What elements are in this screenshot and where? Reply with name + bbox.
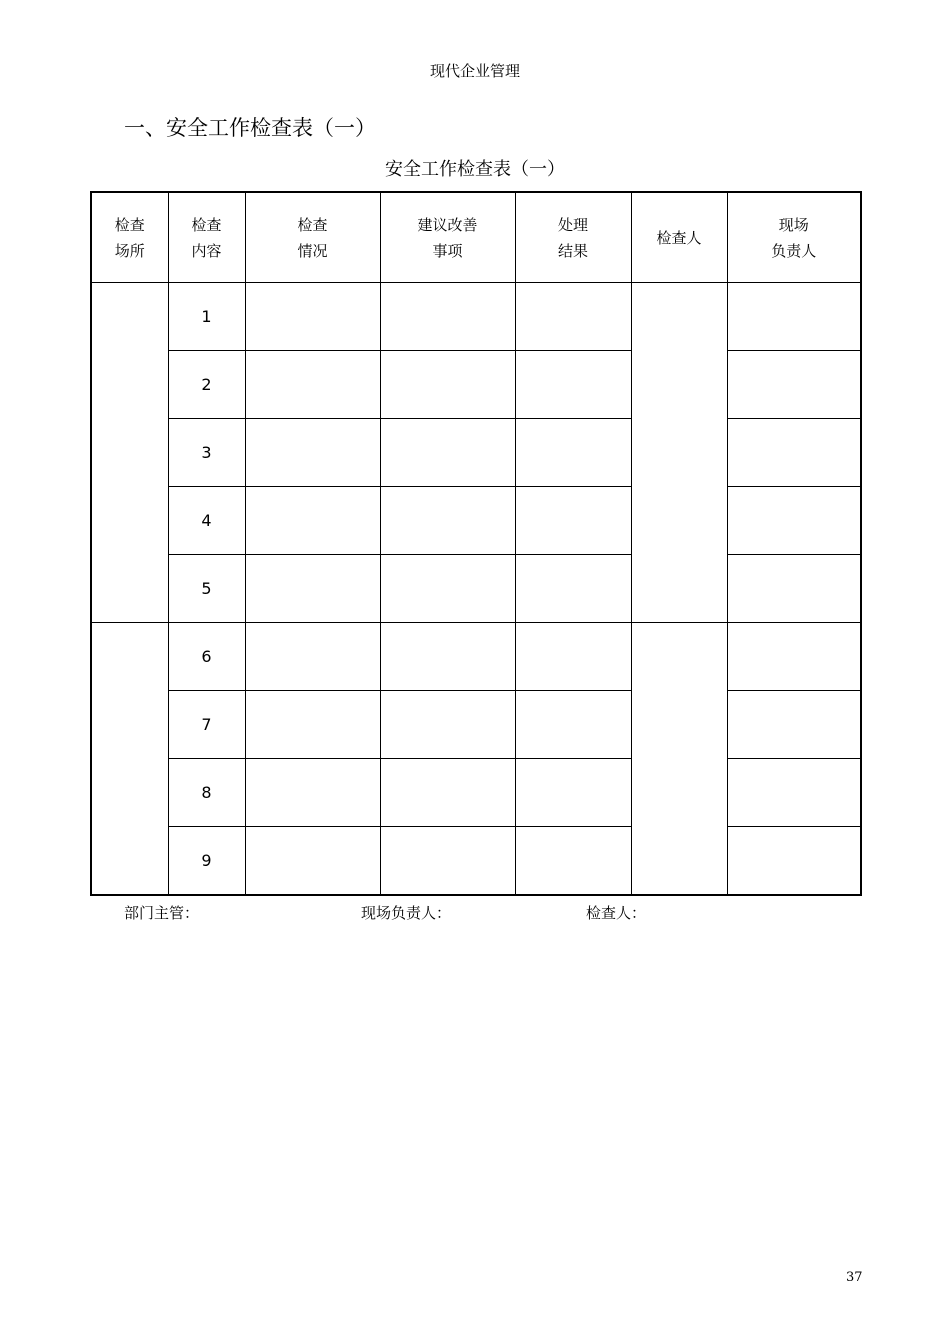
row-number: 9 [168,827,245,896]
status-cell [245,555,380,623]
status-cell [245,351,380,419]
row-number: 3 [168,419,245,487]
site-manager-cell [727,555,861,623]
row-number: 1 [168,283,245,351]
row-number: 6 [168,623,245,691]
result-cell [515,487,631,555]
table-row [91,759,861,827]
status-cell [245,623,380,691]
table-row [91,419,861,487]
table-row [91,623,861,691]
status-cell [245,487,380,555]
table-row [91,555,861,623]
result-cell [515,555,631,623]
suggestion-cell [380,351,515,419]
row-number: 4 [168,487,245,555]
site-manager-cell [727,487,861,555]
suggestion-cell [380,419,515,487]
location-cell [91,623,168,896]
suggestion-cell [380,555,515,623]
site-manager-signature-label: 现场负责人： [361,904,452,922]
safety-inspection-table [90,191,862,896]
col-header-suggestions: 建议改善 事项 [380,192,515,283]
col-header-inspector: 检查人 [631,192,727,283]
result-cell [515,419,631,487]
result-cell [515,691,631,759]
col-header-status: 检查 情况 [245,192,380,283]
status-cell [245,283,380,351]
page-number: 37 [846,1270,863,1285]
result-cell [515,283,631,351]
suggestion-cell [380,759,515,827]
inspector-cell [631,623,727,896]
inspector-cell [631,283,727,623]
site-manager-cell [727,351,861,419]
status-cell [245,691,380,759]
site-manager-cell [727,759,861,827]
suggestion-cell [380,487,515,555]
section-title: 一、安全工作检查表（一） [124,116,376,140]
suggestion-cell [380,623,515,691]
col-header-site-manager: 现场 负责人 [727,192,861,283]
site-manager-cell [727,691,861,759]
site-manager-cell [727,419,861,487]
table-row [91,691,861,759]
table-row [91,487,861,555]
result-cell [515,623,631,691]
table-row [91,827,861,896]
suggestion-cell [380,691,515,759]
status-cell [245,759,380,827]
site-manager-cell [727,283,861,351]
dept-head-signature-label: 部门主管： [124,904,200,922]
table-row [91,351,861,419]
table-row [91,283,861,351]
running-header: 现代企业管理 [429,62,520,80]
site-manager-cell [727,623,861,691]
col-header-result: 处理 结果 [515,192,631,283]
status-cell [245,827,380,896]
status-cell [245,419,380,487]
location-cell [91,283,168,623]
table-title: 安全工作检查表（一） [385,159,565,180]
table-header-row [91,192,861,283]
result-cell [515,827,631,896]
row-number: 7 [168,691,245,759]
result-cell [515,351,631,419]
row-number: 5 [168,555,245,623]
inspector-signature-label: 检查人： [586,904,647,922]
col-header-content: 检查 内容 [168,192,245,283]
row-number: 2 [168,351,245,419]
suggestion-cell [380,827,515,896]
row-number: 8 [168,759,245,827]
result-cell [515,759,631,827]
suggestion-cell [380,283,515,351]
site-manager-cell [727,827,861,896]
col-header-location: 检查 场所 [91,192,168,283]
